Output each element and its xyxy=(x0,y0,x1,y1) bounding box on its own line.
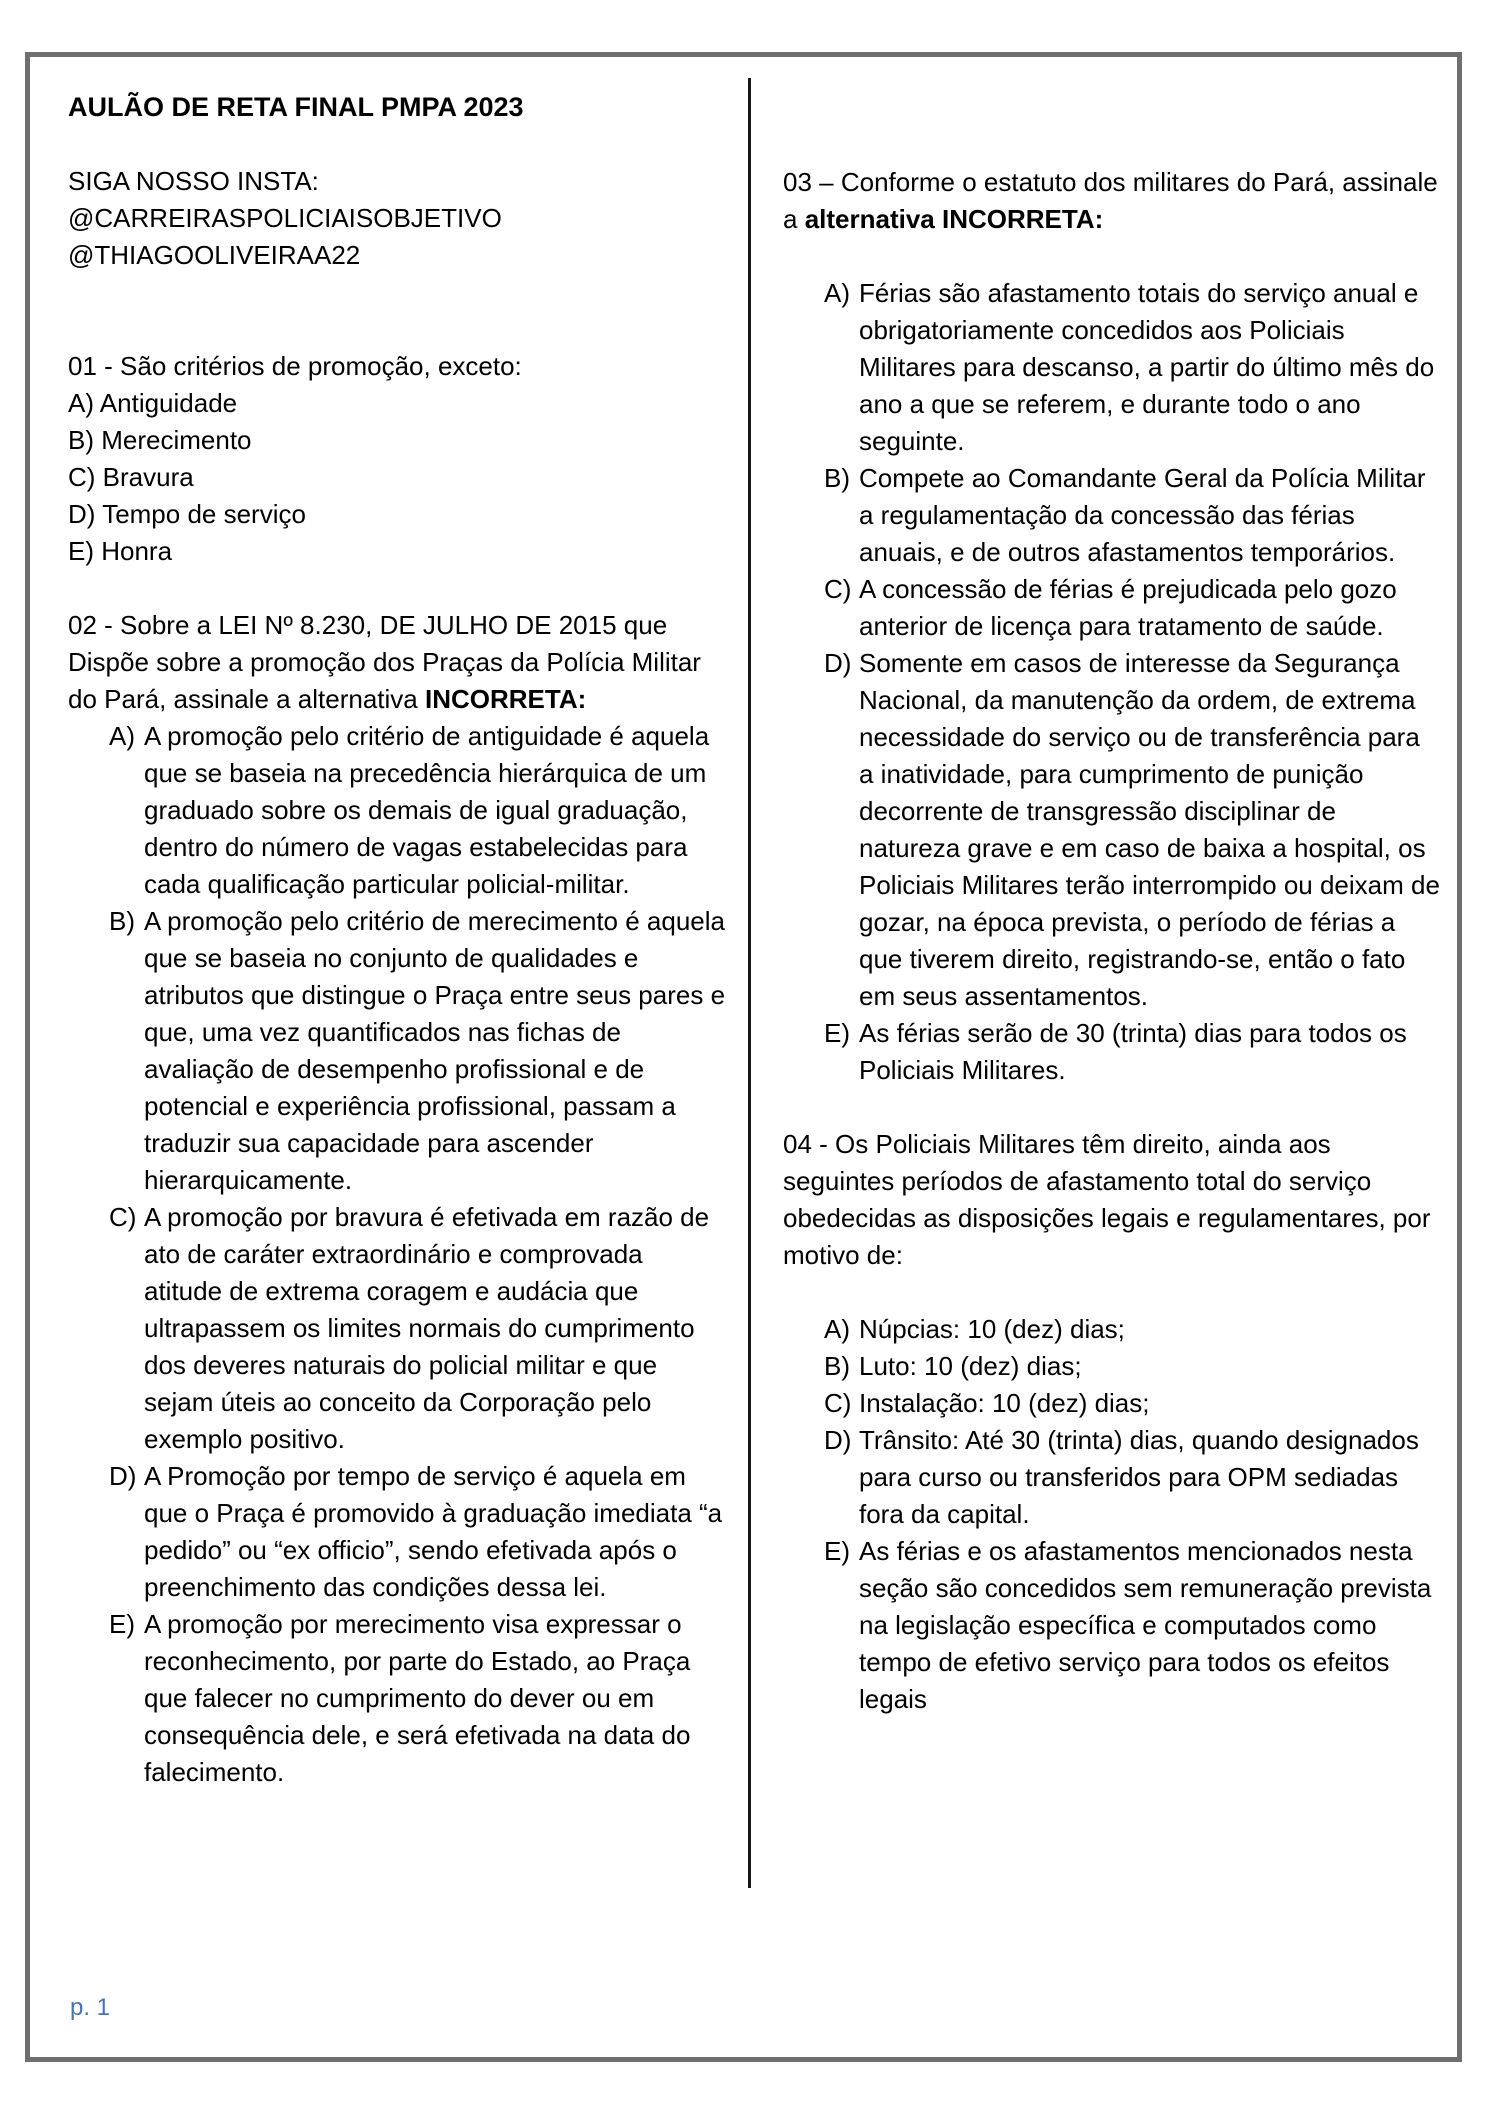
option-letter: B) xyxy=(824,463,850,493)
question-03-intro-text: 03 – Conforme o estatuto dos militares do Pará, assinale a xyxy=(783,167,1438,234)
left-column xyxy=(68,57,726,1791)
option-row xyxy=(783,571,1441,645)
option-row xyxy=(783,1311,1441,1348)
option-letter: B) xyxy=(824,1351,850,1381)
spacer xyxy=(783,1089,1441,1126)
insta-line: @CARREIRASPOLICIAISOBJETIVO xyxy=(68,203,502,233)
insta-line: @THIAGOOLIVEIRAA22 xyxy=(68,240,361,270)
option-letter: C) xyxy=(824,1388,852,1418)
option-text: A promoção pelo critério de antiguidade é aquela que se baseia na precedência hierárquica de um graduado sobre os demais de igual graduação, dentro do número de vagas estabelecidas para cada qualificação particular policial-militar. xyxy=(144,721,710,899)
spacer xyxy=(68,274,726,348)
question-01-option: D) Tempo de serviço xyxy=(68,499,306,529)
insta-line: SIGA NOSSO INSTA: xyxy=(68,166,319,196)
column-divider xyxy=(748,78,751,1888)
question-02-intro-bold: INCORRETA: xyxy=(425,684,587,714)
option-text: Instalação: 10 (dez) dias; xyxy=(859,1388,1150,1418)
question-02-intro xyxy=(68,607,726,718)
option-text: As férias e os afastamentos mencionados nesta seção são concedidos sem remuneração prevista na legislação específica e computados como tempo de efetivo serviço para todos os efeitos legais xyxy=(859,1536,1432,1714)
option-text: As férias serão de 30 (trinta) dias para todos os Policiais Militares. xyxy=(859,1018,1407,1085)
option-text: Somente em casos de interesse da Segurança Nacional, da manutenção da ordem, de extrema necessidade do serviço ou de transferência para a inatividade, para cumprimento de punição decorrente de transgressão disciplinar de natureza grave e em caso de baixa a hospital, os Policiais Militares terão interrompido ou deixam de gozar, na época prevista, o período de férias a que tiverem direito, registrando-se, então o fato em seus assentamentos. xyxy=(859,648,1440,1011)
option-row xyxy=(68,1458,726,1606)
option-row xyxy=(783,460,1441,571)
option-text: A promoção por merecimento visa expressar o reconhecimento, por parte do Estado, ao Praça que falecer no cumprimento do dever ou em consequência dele, e será efetivada na data do falecimento. xyxy=(144,1609,691,1787)
option-row xyxy=(783,645,1441,1015)
question-01-intro: 01 - São critérios de promoção, exceto: xyxy=(68,351,522,381)
option-row xyxy=(783,1348,1441,1385)
option-text: A Promoção por tempo de serviço é aquela em que o Praça é promovido à graduação imediata “a pedido” ou “ex officio”, sendo efetivada após o preenchimento das condições dessa lei. xyxy=(144,1461,723,1602)
question-01-option: B) Merecimento xyxy=(68,425,252,455)
option-row xyxy=(68,718,726,903)
option-text: Luto: 10 (dez) dias; xyxy=(859,1351,1082,1381)
option-letter: E) xyxy=(824,1536,850,1566)
page-title: AULÃO DE RETA FINAL PMPA 2023 xyxy=(68,92,524,122)
option-row xyxy=(68,1606,726,1791)
option-row xyxy=(68,1199,726,1458)
option-letter: A) xyxy=(824,1314,850,1344)
page-number: p. 1 xyxy=(70,1994,111,2021)
question-03-intro xyxy=(783,164,1441,238)
option-text: Núpcias: 10 (dez) dias; xyxy=(859,1314,1125,1344)
option-text: Compete ao Comandante Geral da Polícia Militar a regulamentação da concessão das férias anuais, e de outros afastamentos temporários. xyxy=(859,463,1426,567)
question-01-option: E) Honra xyxy=(68,536,173,566)
option-text: Férias são afastamento totais do serviço anual e obrigatoriamente concedidos aos Policiais Militares para descanso, a partir do último mês do ano a que se referem, e durante todo o ano seguinte. xyxy=(859,278,1435,456)
option-text: A concessão de férias é prejudicada pelo gozo anterior de licença para tratamento de saúde. xyxy=(859,574,1397,641)
question-04-intro: 04 - Os Policiais Militares têm direito, ainda aos seguintes períodos de afastamento total do serviço obedecidas as disposições legais e regulamentares, por motivo de: xyxy=(783,1129,1431,1270)
option-row xyxy=(783,1385,1441,1422)
spacer xyxy=(783,238,1441,275)
option-text: A promoção por bravura é efetivada em razão de ato de caráter extraordinário e comprovada atitude de extrema coragem e audácia que ultrapassem os limites normais do cumprimento dos deveres naturais do policial militar e que sejam úteis ao conceito da Corporação pelo exemplo positivo. xyxy=(144,1202,710,1454)
option-letter: B) xyxy=(109,906,135,936)
option-row xyxy=(783,1422,1441,1533)
option-row xyxy=(783,1015,1441,1089)
option-letter: D) xyxy=(824,1425,852,1455)
question-01-option: A) Antiguidade xyxy=(68,388,238,418)
option-letter: A) xyxy=(109,721,135,751)
option-row xyxy=(783,275,1441,460)
option-letter: C) xyxy=(109,1202,137,1232)
spacer xyxy=(68,570,726,607)
right-column xyxy=(783,57,1441,1718)
question-02-intro-text: 02 - Sobre a LEI Nº 8.230, DE JULHO DE 2015 que Dispõe sobre a promoção dos Praças da Polícia Militar do Pará, assinale a alternativa xyxy=(68,610,701,714)
option-text: A promoção pelo critério de merecimento é aquela que se baseia no conjunto de qualidades e atributos que distingue o Praça entre seus pares e que, uma vez quantificados nas fichas de avaliação de desempenho profissional e de potencial e experiência profissional, passam a traduzir sua capacidade para ascender hierarquicamente. xyxy=(144,906,726,1195)
option-letter: C) xyxy=(824,574,852,604)
spacer xyxy=(783,1274,1441,1311)
option-letter: D) xyxy=(824,648,852,678)
option-row xyxy=(783,1533,1441,1718)
question-01-option: C) Bravura xyxy=(68,462,194,492)
option-letter: D) xyxy=(109,1461,137,1491)
option-row xyxy=(68,903,726,1199)
option-text: Trânsito: Até 30 (trinta) dias, quando designados para curso ou transferidos para OPM sediadas fora da capital. xyxy=(859,1425,1419,1529)
option-letter: A) xyxy=(824,278,850,308)
option-letter: E) xyxy=(824,1018,850,1048)
option-letter: E) xyxy=(109,1609,135,1639)
document-page xyxy=(25,52,1462,2062)
question-03-intro-bold: alternativa INCORRETA: xyxy=(804,204,1104,234)
